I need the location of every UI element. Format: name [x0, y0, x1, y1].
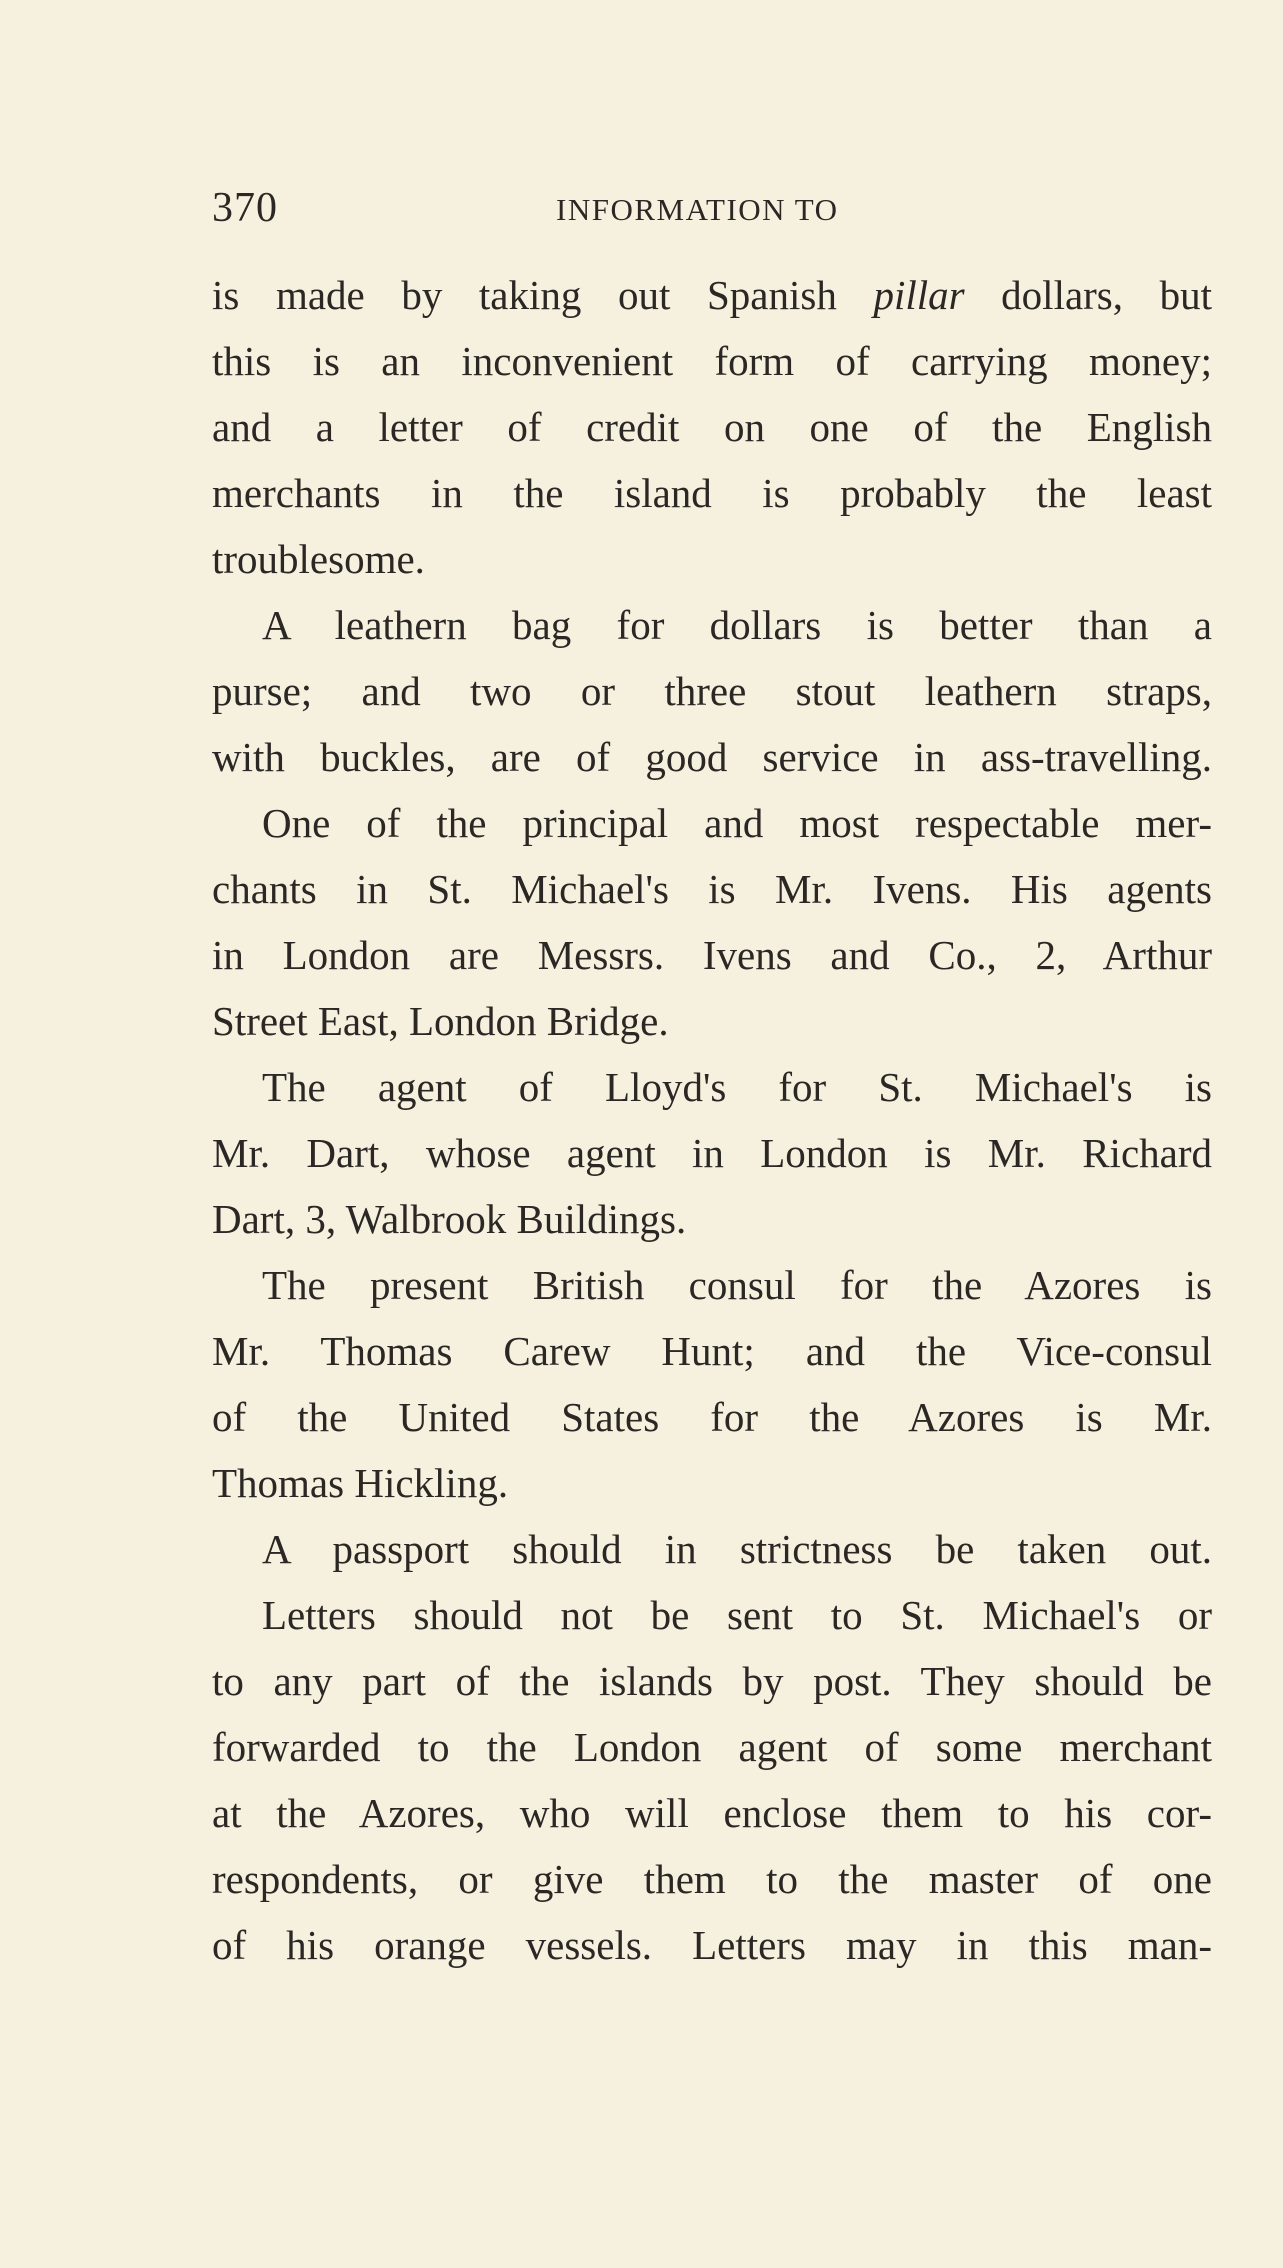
running-title: INFORMATION TO: [556, 192, 839, 227]
text-line: of his orange vessels. Letters may in this man-: [212, 1922, 1212, 1968]
text-line: Street East, London Bridge.: [212, 998, 669, 1044]
text-line: in London are Messrs. Ivens and Co., 2, Arthur: [212, 932, 1212, 978]
text-line: of the United States for the Azores is Mr.: [212, 1394, 1212, 1440]
text-line: respondents, or give them to the master of one: [212, 1856, 1212, 1902]
text-line: troublesome.: [212, 536, 425, 582]
text-line: and a letter of credit on one of the English: [212, 404, 1212, 450]
text-line: is made by taking out Spanish pillar dollars, but: [212, 272, 1212, 318]
text-line: purse; and two or three stout leathern straps,: [212, 668, 1212, 714]
text-line: The present British consul for the Azores is: [262, 1262, 1212, 1308]
text-line: with buckles, are of good service in ass-travelling.: [212, 734, 1212, 780]
text-line: forwarded to the London agent of some merchant: [212, 1724, 1212, 1770]
running-head: [212, 184, 1212, 244]
text-line: at the Azores, who will enclose them to his cor-: [212, 1790, 1212, 1836]
text-line: this is an inconvenient form of carrying money;: [212, 338, 1212, 384]
text-line: merchants in the island is probably the least: [212, 470, 1212, 516]
text-line: chants in St. Michael's is Mr. Ivens. His agents: [212, 866, 1212, 912]
text-line: to any part of the islands by post. They should be: [212, 1658, 1212, 1704]
text-line: The agent of Lloyd's for St. Michael's is: [262, 1064, 1212, 1110]
text-line: One of the principal and most respectable mer-: [262, 800, 1212, 846]
text-line: A leathern bag for dollars is better than a: [262, 602, 1212, 648]
text-line: A passport should in strictness be taken out.: [262, 1526, 1212, 1572]
page-number: 370: [212, 185, 278, 231]
text-line: Letters should not be sent to St. Michael's or: [262, 1592, 1212, 1638]
text-line: Mr. Thomas Carew Hunt; and the Vice-consul: [212, 1328, 1212, 1374]
text-line: Mr. Dart, whose agent in London is Mr. Richard: [212, 1130, 1212, 1176]
text-line: Thomas Hickling.: [212, 1460, 509, 1506]
text-line: Dart, 3, Walbrook Buildings.: [212, 1196, 687, 1242]
